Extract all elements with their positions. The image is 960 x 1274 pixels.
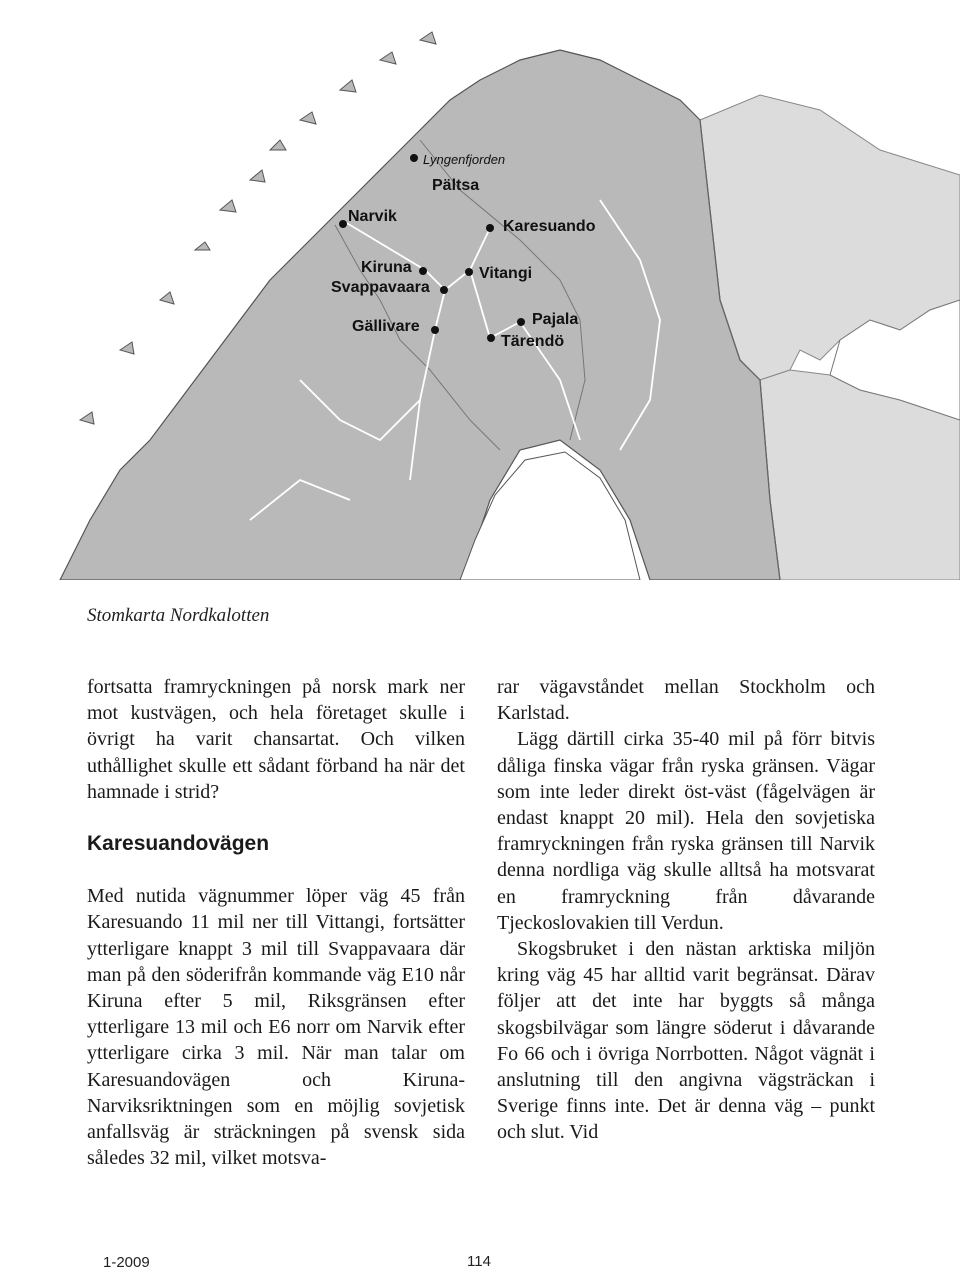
issue-number: 1-2009 <box>103 1254 150 1271</box>
map-nordkalotten <box>0 0 960 580</box>
map-caption: Stomkarta Nordkalotten <box>87 605 270 626</box>
label-kiruna: Kiruna <box>361 259 412 276</box>
right-paragraph-1: rar vägavståndet mellan Stockholm och Karlstad. <box>497 676 875 725</box>
section-heading: Karesuandovägen <box>87 832 270 856</box>
label-pajala: Pajala <box>532 311 579 328</box>
label-paltsa: Pältsa <box>432 177 480 194</box>
left-paragraph-2: Med nutida vägnummer löper väg 45 från Karesuando 11 mil ner till Vittangi, fortsätter ytterligare knappt 3 mil till Svappavaara där man på den söderifrån kommande väg E10 når Kiruna efter 5 mil, Riksgränsen efter ytterligare 13 mil och E6 norr om Narvik efter ytterligare cirka 3 mil. När man talar om Karesuandovägen och Kiruna-Narviksriktningen som en möjlig sovjetisk anfallsväg är sträckningen på svensk sida således 32 mil, vilket motsva- <box>87 885 465 1170</box>
right-column <box>497 674 875 1146</box>
label-narvik: Narvik <box>348 208 397 225</box>
label-karesuando: Karesuando <box>503 218 596 235</box>
label-vitangi: Vitangi <box>479 265 533 282</box>
label-tarendo: Tärendö <box>501 333 565 350</box>
label-gallivare: Gällivare <box>352 318 420 335</box>
left-column <box>87 674 465 1171</box>
right-paragraph-2: Lägg därtill cirka 35-40 mil på förr bitvis dåliga finska vägar från ryska gränsen. Vägar som inte leder direkt öst-väst (fågelvägen är endast knappt 20 mil). Hela den sovjetiska framryckningen från ryska gränsen till Narvik denna nordliga väg skulle alltså ha motsvarat en framryckning från dåvarande Tjeckoslovakien till Verdun. <box>497 728 875 934</box>
label-lyngenfjorden: Lyngenfjorden <box>423 152 506 167</box>
left-paragraph-1: fortsatta framryckningen på norsk mark ner mot kustvägen, och hela företaget skulle i övrigt ha varit chansartat. Och vilken uthållighet skulle ett sådant förband ha när det hamnade i strid? <box>87 676 465 803</box>
right-paragraph-3: Skogsbruket i den nästan arktiska miljön kring väg 45 har alltid varit begränsat. Därav följer att det inte har byggts så många skogsbilvägar som längre söderut i dåvarande Fo 66 och i övriga Norrbotten. Något vägnät i anslutning till den angivna vägsträckan i Sverige finns inte. Det är denna väg – punkt och slut. Vid <box>497 938 875 1144</box>
page-number: 114 <box>467 1253 491 1270</box>
label-svappavaara: Svappavaara <box>331 279 430 296</box>
